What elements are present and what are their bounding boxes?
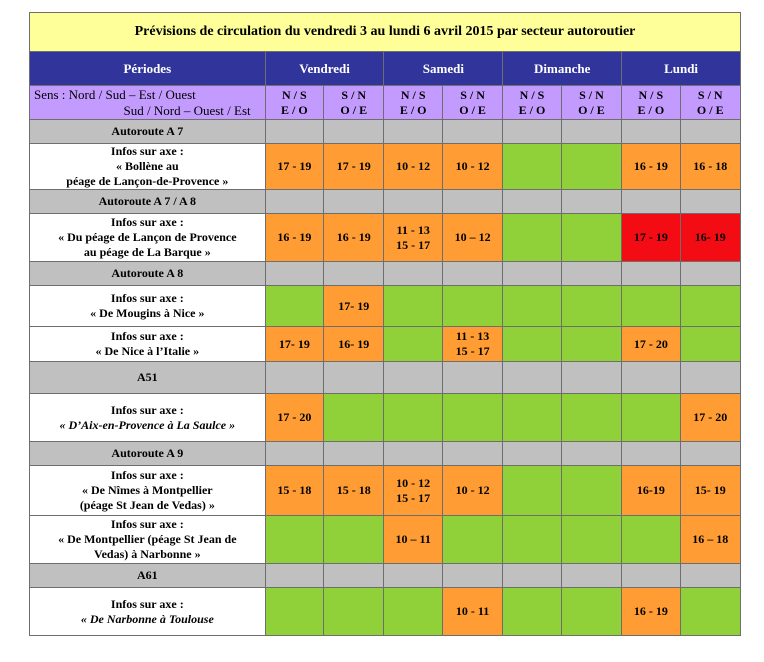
- section-empty-cell: [265, 564, 323, 588]
- section-empty-cell: [324, 120, 384, 144]
- axis-info-heading: Infos sur axe :: [110, 329, 184, 343]
- axis-label: [30, 588, 266, 636]
- forecast-cell-orange: [265, 144, 323, 190]
- section-row: [30, 362, 741, 394]
- axis-label: [30, 286, 266, 327]
- direction-label: N / S: [519, 87, 545, 102]
- forecast-cell-green: [561, 144, 621, 190]
- axis-route-text: « D’Aix-en-Provence à La Saulce »: [59, 417, 236, 432]
- section-empty-cell: [503, 190, 561, 214]
- section-empty-cell: [622, 442, 680, 466]
- section-empty-cell: [265, 262, 323, 286]
- traffic-forecast-document: [29, 12, 741, 636]
- section-empty-cell: [442, 190, 502, 214]
- forecast-cell-green: [384, 588, 442, 636]
- time-range: 17 - 19: [277, 159, 312, 173]
- direction-label: N / S: [638, 87, 664, 102]
- time-range: 17 - 19: [336, 159, 371, 173]
- forecast-cell-green: [442, 286, 502, 327]
- direction-cell: [561, 86, 621, 120]
- section-empty-cell: [442, 262, 502, 286]
- axis-row: [30, 327, 741, 362]
- forecast-cell-orange: [622, 327, 680, 362]
- time-range: 10 - 11: [455, 604, 490, 618]
- forecast-cell-orange: [442, 144, 502, 190]
- section-empty-cell: [561, 362, 621, 394]
- forecast-cell-green: [265, 516, 323, 564]
- direction-legend: [30, 86, 266, 120]
- direction-cell: [265, 86, 323, 120]
- direction-label: S / N: [341, 87, 367, 102]
- forecast-cell-green: [680, 286, 740, 327]
- time-range: 11 - 13: [455, 329, 490, 343]
- axis-label: [30, 144, 266, 190]
- section-empty-cell: [561, 120, 621, 144]
- axis-info-heading: Infos sur axe :: [110, 468, 184, 482]
- direction-label: E / O: [637, 102, 665, 117]
- section-row: [30, 120, 741, 144]
- forecast-cell-green: [561, 516, 621, 564]
- axis-row: [30, 144, 741, 190]
- time-range: 16- 19: [694, 230, 726, 244]
- axis-info-heading: Infos sur axe :: [110, 402, 184, 417]
- direction-legend-line1: Sens : Nord / Sud – Est / Ouest: [34, 86, 196, 102]
- axis-label: [30, 327, 266, 362]
- forecast-cell-green: [324, 394, 384, 442]
- section-empty-cell: [680, 362, 740, 394]
- time-range: 16 - 19: [336, 230, 371, 244]
- section-empty-cell: [622, 120, 680, 144]
- axis-route-text: au péage de La Barque »: [83, 245, 211, 259]
- time-range: 16 – 18: [692, 532, 729, 546]
- forecast-cell-green: [561, 394, 621, 442]
- forecast-cell-orange: [622, 588, 680, 636]
- forecast-cell-green: [265, 286, 323, 327]
- direction-label: O / E: [340, 102, 368, 117]
- axis-route-text: (péage St Jean de Vedas) »: [79, 498, 215, 512]
- table-title: Prévisions de circulation du vendredi 3 au lundi 6 avril 2015 par secteur autoroutier: [30, 13, 741, 52]
- direction-label: E / O: [518, 102, 546, 117]
- section-label: A61: [30, 564, 266, 588]
- time-range: 15 - 17: [455, 344, 490, 358]
- section-empty-cell: [384, 120, 442, 144]
- section-empty-cell: [442, 564, 502, 588]
- section-empty-cell: [324, 442, 384, 466]
- direction-cell: [622, 86, 680, 120]
- forecast-table: [29, 12, 741, 636]
- section-empty-cell: [384, 442, 442, 466]
- forecast-cell-orange: [384, 144, 442, 190]
- time-range: 10 – 11: [395, 532, 431, 546]
- section-empty-cell: [680, 442, 740, 466]
- forecast-cell-green: [265, 588, 323, 636]
- direction-row: [30, 86, 741, 120]
- forecast-cell-green: [503, 588, 561, 636]
- forecast-cell-orange: [384, 214, 442, 262]
- axis-route-text: « De Mougins à Nice »: [90, 306, 205, 320]
- header-day-samedi: Samedi: [384, 52, 503, 86]
- forecast-cell-green: [680, 327, 740, 362]
- section-empty-cell: [384, 190, 442, 214]
- forecast-cell-red: [680, 214, 740, 262]
- section-empty-cell: [622, 564, 680, 588]
- axis-route-text: « De Nice à l’Italie »: [95, 344, 200, 358]
- time-range: 15 - 18: [336, 483, 371, 497]
- section-empty-cell: [680, 262, 740, 286]
- forecast-cell-orange: [442, 588, 502, 636]
- axis-row: [30, 214, 741, 262]
- forecast-cell-green: [561, 214, 621, 262]
- section-empty-cell: [561, 190, 621, 214]
- forecast-cell-orange: [265, 327, 323, 362]
- time-range: 10 - 12: [455, 159, 490, 173]
- direction-cell: [384, 86, 442, 120]
- axis-route-text: « De Narbonne à Toulouse: [80, 611, 214, 626]
- time-range: 17- 19: [338, 298, 370, 313]
- axis-row: [30, 394, 741, 442]
- time-range: 11 - 13: [396, 222, 430, 237]
- forecast-cell-orange: [324, 214, 384, 262]
- axis-route-text: « De Montpellier (péage St Jean de: [58, 532, 237, 546]
- forecast-cell-green: [561, 327, 621, 362]
- section-empty-cell: [503, 120, 561, 144]
- forecast-cell-green: [503, 516, 561, 564]
- section-empty-cell: [384, 262, 442, 286]
- axis-info-heading: Infos sur axe :: [110, 291, 184, 305]
- direction-label: S / N: [697, 87, 723, 102]
- forecast-cell-orange: [384, 516, 442, 564]
- time-range: 15 - 17: [396, 237, 431, 252]
- forecast-cell-orange: [442, 466, 502, 516]
- forecast-cell-red: [622, 214, 680, 262]
- section-empty-cell: [680, 564, 740, 588]
- section-empty-cell: [265, 442, 323, 466]
- axis-label: [30, 466, 266, 516]
- axis-row: [30, 466, 741, 516]
- forecast-cell-orange: [384, 466, 442, 516]
- time-range: 15- 19: [694, 483, 726, 497]
- forecast-cell-orange: [680, 516, 740, 564]
- forecast-cell-orange: [622, 144, 680, 190]
- section-empty-cell: [384, 564, 442, 588]
- forecast-cell-green: [680, 588, 740, 636]
- time-range: 10 - 12: [455, 483, 490, 497]
- axis-route-text: « Bollène au: [115, 159, 179, 173]
- axis-info-heading: Infos sur axe :: [110, 215, 184, 229]
- forecast-cell-green: [503, 466, 561, 516]
- section-row: [30, 262, 741, 286]
- section-empty-cell: [442, 442, 502, 466]
- forecast-cell-green: [442, 394, 502, 442]
- time-range: 15 - 17: [396, 490, 431, 505]
- section-empty-cell: [561, 442, 621, 466]
- direction-legend-line2: Sud / Nord – Ouest / Est: [123, 102, 251, 118]
- forecast-cell-green: [561, 466, 621, 516]
- header-row: [30, 52, 741, 86]
- axis-row: [30, 516, 741, 564]
- forecast-cell-orange: [324, 144, 384, 190]
- section-empty-cell: [680, 120, 740, 144]
- direction-label: S / N: [460, 87, 485, 102]
- time-range: 17 - 19: [633, 230, 668, 244]
- section-empty-cell: [680, 190, 740, 214]
- section-row: [30, 442, 741, 466]
- direction-label: O / E: [578, 102, 605, 117]
- direction-label: O / E: [696, 102, 724, 117]
- forecast-cell-orange: [622, 466, 680, 516]
- direction-cell: [503, 86, 561, 120]
- section-empty-cell: [503, 262, 561, 286]
- forecast-cell-green: [503, 286, 561, 327]
- time-range: 16 - 18: [693, 159, 728, 173]
- header-periodes: Périodes: [30, 52, 266, 86]
- section-empty-cell: [324, 262, 384, 286]
- section-row: [30, 564, 741, 588]
- axis-row: [30, 286, 741, 327]
- forecast-cell-green: [384, 327, 442, 362]
- time-range: 17 - 20: [633, 336, 668, 351]
- forecast-cell-green: [503, 214, 561, 262]
- forecast-cell-orange: [265, 466, 323, 516]
- section-label: Autoroute A 8: [30, 262, 266, 286]
- forecast-cell-green: [622, 286, 680, 327]
- forecast-cell-orange: [265, 394, 323, 442]
- forecast-cell-orange: [680, 394, 740, 442]
- axis-row: [30, 588, 741, 636]
- time-range: 10 – 12: [454, 230, 491, 244]
- time-range: 16 - 19: [633, 159, 668, 173]
- section-label: Autoroute A 7: [30, 120, 266, 144]
- forecast-cell-green: [503, 327, 561, 362]
- section-empty-cell: [561, 262, 621, 286]
- forecast-cell-green: [503, 394, 561, 442]
- section-label: Autoroute A 7 / A 8: [30, 190, 266, 214]
- forecast-cell-green: [503, 144, 561, 190]
- section-label: Autoroute A 9: [30, 442, 266, 466]
- time-range: 17 - 20: [693, 410, 728, 424]
- direction-label: E / O: [399, 102, 427, 117]
- forecast-cell-green: [384, 286, 442, 327]
- section-empty-cell: [622, 190, 680, 214]
- forecast-cell-green: [324, 516, 384, 564]
- section-empty-cell: [265, 120, 323, 144]
- axis-route-text: Vedas) à Narbonne »: [94, 547, 201, 561]
- section-label: A51: [30, 362, 266, 394]
- time-range: 16- 19: [338, 336, 370, 351]
- axis-label: [30, 394, 266, 442]
- axis-info-heading: Infos sur axe :: [110, 144, 184, 158]
- axis-info-heading: Infos sur axe :: [110, 517, 184, 531]
- section-empty-cell: [442, 120, 502, 144]
- section-empty-cell: [324, 362, 384, 394]
- axis-route-text: « De Nîmes à Montpellier: [82, 483, 213, 497]
- section-empty-cell: [324, 190, 384, 214]
- section-empty-cell: [442, 362, 502, 394]
- forecast-cell-orange: [680, 466, 740, 516]
- time-range: 16 - 19: [277, 230, 312, 244]
- header-day-vendredi: Vendredi: [265, 52, 384, 86]
- forecast-cell-orange: [680, 144, 740, 190]
- axis-label: [30, 214, 266, 262]
- forecast-cell-green: [324, 588, 384, 636]
- forecast-cell-orange: [324, 286, 384, 327]
- section-empty-cell: [503, 362, 561, 394]
- direction-label: N / S: [400, 87, 426, 102]
- header-day-dimanche: Dimanche: [503, 52, 622, 86]
- direction-cell: [324, 86, 384, 120]
- time-range: 15 - 18: [277, 483, 312, 497]
- forecast-cell-orange: [442, 327, 502, 362]
- time-range: 10 - 12: [396, 159, 431, 173]
- time-range: 17- 19: [278, 336, 310, 351]
- axis-route-text: péage de Lançon-de-Provence »: [66, 174, 229, 188]
- section-empty-cell: [622, 362, 680, 394]
- section-row: [30, 190, 741, 214]
- direction-label: E / O: [281, 102, 308, 117]
- axis-route-text: « Du péage de Lançon de Provence: [58, 230, 237, 244]
- axis-label: [30, 516, 266, 564]
- time-range: 16 - 19: [633, 604, 668, 618]
- direction-label: N / S: [282, 87, 307, 102]
- section-empty-cell: [503, 564, 561, 588]
- header-day-lundi: Lundi: [622, 52, 741, 86]
- section-empty-cell: [622, 262, 680, 286]
- forecast-cell-green: [622, 516, 680, 564]
- forecast-cell-green: [561, 588, 621, 636]
- forecast-cell-orange: [324, 466, 384, 516]
- direction-label: O / E: [459, 102, 486, 117]
- section-empty-cell: [324, 564, 384, 588]
- forecast-cell-green: [442, 516, 502, 564]
- forecast-cell-orange: [265, 214, 323, 262]
- section-empty-cell: [265, 190, 323, 214]
- time-range: 16-19: [636, 483, 665, 497]
- section-empty-cell: [503, 442, 561, 466]
- direction-cell: [680, 86, 740, 120]
- axis-info-heading: Infos sur axe :: [110, 596, 184, 611]
- direction-label: S / N: [579, 87, 604, 102]
- forecast-cell-orange: [324, 327, 384, 362]
- direction-cell: [442, 86, 502, 120]
- forecast-cell-green: [384, 394, 442, 442]
- section-empty-cell: [561, 564, 621, 588]
- forecast-cell-green: [561, 286, 621, 327]
- forecast-cell-orange: [442, 214, 502, 262]
- section-empty-cell: [265, 362, 323, 394]
- time-range: 17 - 20: [277, 410, 312, 424]
- time-range: 10 - 12: [396, 475, 431, 490]
- forecast-cell-green: [622, 394, 680, 442]
- section-empty-cell: [384, 362, 442, 394]
